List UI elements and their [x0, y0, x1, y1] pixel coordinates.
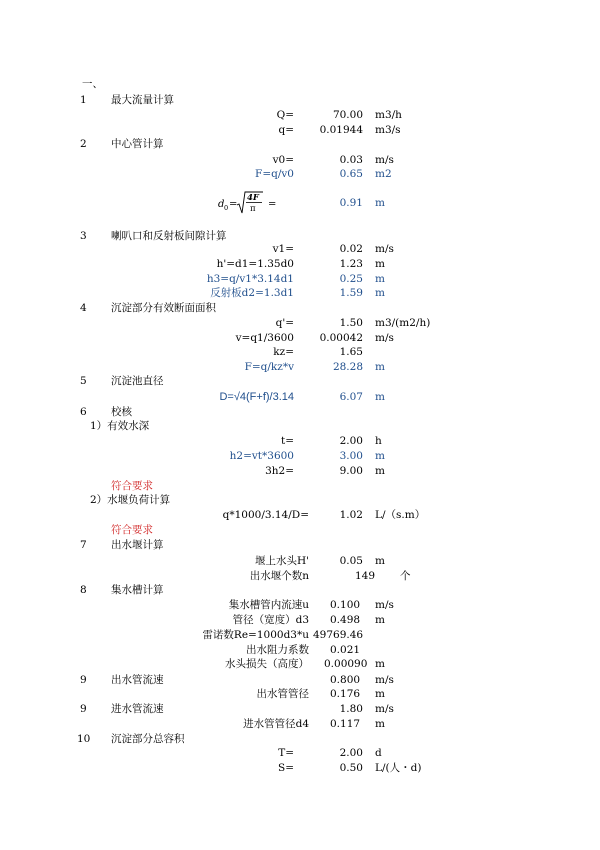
unit-loss: m — [375, 658, 385, 670]
row-number: 1 — [80, 94, 87, 106]
value-v0: 0.03 — [339, 154, 363, 166]
label-S: S= — [278, 762, 294, 774]
section-title: 沉淀池直径 — [111, 375, 164, 387]
unit-q: m3/s — [375, 124, 401, 136]
value-h3: 0.25 — [339, 273, 363, 285]
row-number: 9 — [80, 703, 87, 715]
value-weir-head: 0.05 — [339, 555, 363, 567]
label-f: F=q/kz*v — [244, 361, 294, 373]
label-T: T= — [278, 747, 294, 759]
label-d3: 管径（宽度）d3 — [232, 614, 309, 626]
value-Re: 49769.46 — [313, 629, 364, 641]
section-title: 进水管流速 — [111, 703, 164, 715]
unit-weir-head: m — [375, 555, 385, 567]
unit-out-v: m/s — [375, 674, 394, 686]
value-hprime: 1.23 — [339, 258, 363, 270]
section-header: 一、 — [82, 78, 103, 90]
value-Q: 70.00 — [332, 109, 363, 121]
label-weir-load: q*1000/3.14/D= — [222, 509, 309, 521]
unit-v: m/s — [375, 332, 394, 344]
label-v1: v1= — [272, 243, 294, 255]
label-D: D=√4(F+f)/3.14 — [219, 391, 294, 403]
unit-D: m — [375, 391, 385, 403]
formula-subscript: 0 — [224, 204, 229, 212]
row-number: 4 — [80, 302, 87, 314]
unit-d3: m — [375, 614, 385, 626]
label-F: F=q/v0 — [255, 168, 294, 180]
label-loss: 水头损失（高度） — [225, 658, 309, 670]
unit-u: m/s — [375, 599, 394, 611]
value-out-d: 0.176 — [330, 688, 361, 700]
label-weir-head: 堰上水头H' — [254, 555, 309, 567]
value-d0: 0.91 — [339, 197, 363, 209]
value-q: 0.01944 — [319, 124, 363, 136]
value-f: 28.28 — [332, 361, 363, 373]
value-weir-load: 1.02 — [339, 509, 363, 521]
label-t: t= — [280, 435, 294, 447]
label-out-d: 出水管管径 — [256, 688, 309, 700]
label-Re: 雷诺数Re=1000d3*u — [202, 629, 309, 641]
value-weir-count: 149 — [354, 570, 375, 582]
unit-T: d — [375, 747, 382, 759]
section-title: 校核 — [111, 406, 132, 418]
value-t: 2.00 — [339, 435, 363, 447]
value-qprime: 1.50 — [339, 317, 363, 329]
value-T: 2.00 — [339, 747, 363, 759]
label-v: v=q1/3600 — [235, 332, 294, 344]
unit-weir-count: 个 — [400, 570, 411, 582]
subsection-title: 2）水堰负荷计算 — [90, 494, 171, 506]
unit-f: m — [375, 361, 385, 373]
label-weir-count: 出水堰个数n — [249, 570, 309, 582]
unit-h2: m — [375, 450, 385, 462]
unit-hprime: m — [375, 258, 385, 270]
value-v: 0.00042 — [319, 332, 363, 344]
subsection-title: 1）有效水深 — [90, 420, 150, 432]
unit-qprime: m3/(m2/h) — [375, 317, 431, 329]
unit-d0: m — [375, 197, 385, 209]
unit-t: h — [375, 435, 382, 447]
row-number: 9 — [80, 674, 87, 686]
label-hprime: h'=d1=1.35d0 — [216, 258, 294, 270]
status-note: 符合要求 — [111, 480, 153, 492]
value-d3: 0.498 — [330, 614, 361, 626]
label-d2: 反射板d2=1.3d1 — [210, 287, 294, 299]
row-number: 8 — [80, 584, 87, 596]
row-number: 2 — [80, 138, 87, 150]
unit-Q: m3/h — [375, 109, 402, 121]
d0-formula — [218, 190, 288, 216]
unit-in-d4: m — [375, 718, 385, 730]
label-qprime: q'= — [275, 317, 294, 329]
label-3h2: 3h2= — [265, 465, 294, 477]
label-u: 集水槽管内流速u — [228, 599, 309, 611]
section-title: 沉淀部分有效断面面积 — [111, 302, 216, 314]
label-Q: Q= — [276, 109, 294, 121]
label-h2: h2=vt*3600 — [229, 450, 294, 462]
label-q: q= — [278, 124, 294, 136]
unit-d2: m — [375, 287, 385, 299]
value-F: 0.65 — [339, 168, 363, 180]
unit-out-d: m — [375, 688, 385, 700]
value-in-d4: 0.117 — [330, 718, 361, 730]
unit-v0: m/s — [375, 154, 394, 166]
section-title: 出水管流速 — [111, 674, 164, 686]
row-number: 3 — [80, 230, 87, 242]
row-number: 6 — [80, 406, 87, 418]
label-in-d4: 进水管管径d4 — [243, 718, 309, 730]
formula-denominator: π — [250, 204, 256, 214]
row-number: 10 — [77, 733, 91, 745]
value-in-v: 1.80 — [339, 703, 363, 715]
section-title: 中心管计算 — [111, 138, 164, 150]
formula-trailing-equals: = — [268, 199, 277, 210]
unit-weir-load: L/（s.m） — [375, 509, 426, 521]
formula-equals: = — [229, 199, 238, 210]
section-title: 最大流量计算 — [111, 94, 174, 106]
unit-F: m2 — [375, 168, 392, 180]
unit-3h2: m — [375, 465, 385, 477]
value-kz: 1.65 — [339, 346, 363, 358]
value-resist: 0.021 — [330, 644, 361, 656]
label-kz: kz= — [273, 346, 294, 358]
value-v1: 0.02 — [339, 243, 363, 255]
section-title: 集水槽计算 — [111, 584, 164, 596]
value-d2: 1.59 — [339, 287, 363, 299]
status-note: 符合要求 — [111, 524, 153, 536]
label-resist: 出水阻力系数 — [246, 644, 309, 656]
section-title: 喇叭口和反射板间隙计算 — [111, 230, 227, 242]
unit-S: L/(人・d) — [375, 762, 422, 774]
value-3h2: 9.00 — [339, 465, 363, 477]
unit-in-v: m/s — [375, 703, 394, 715]
formula-numerator: 4F — [247, 193, 259, 203]
unit-v1: m/s — [375, 243, 394, 255]
value-out-v: 0.800 — [330, 674, 361, 686]
row-number: 5 — [80, 375, 87, 387]
value-u: 0.100 — [330, 599, 361, 611]
value-D: 6.07 — [339, 391, 363, 403]
label-h3: h3=q/v1*3.14d1 — [206, 273, 294, 285]
section-title: 出水堰计算 — [111, 539, 164, 551]
value-loss: 0.00090 — [324, 658, 368, 670]
formula-d: d — [218, 199, 225, 210]
value-S: 0.50 — [339, 762, 363, 774]
unit-h3: m — [375, 273, 385, 285]
label-v0: v0= — [272, 154, 294, 166]
section-title: 沉淀部分总容积 — [111, 733, 185, 745]
row-number: 7 — [80, 539, 87, 551]
value-h2: 3.00 — [339, 450, 363, 462]
